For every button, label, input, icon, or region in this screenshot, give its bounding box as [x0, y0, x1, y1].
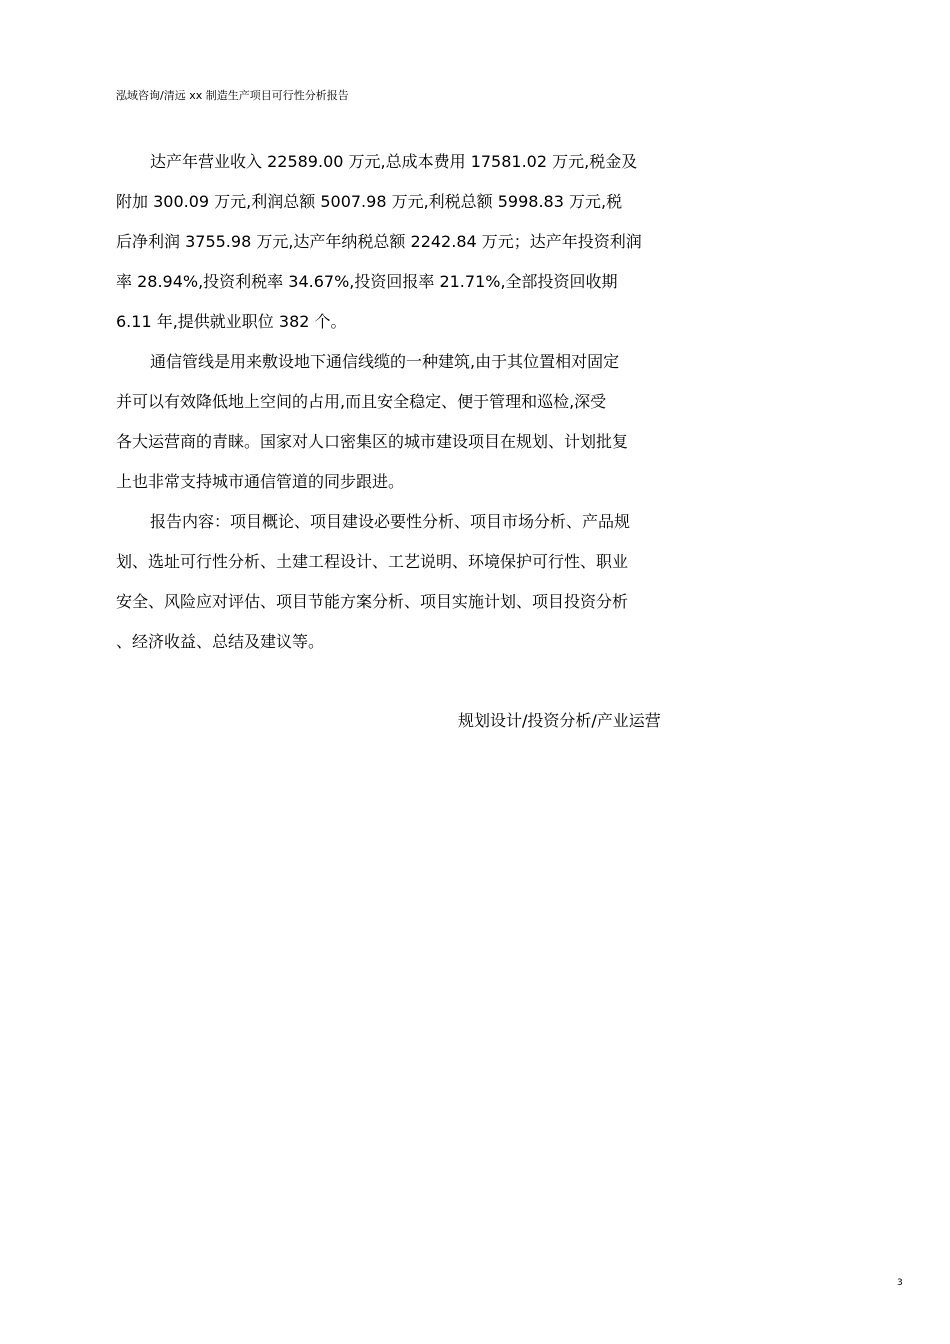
page-number: 3 — [897, 1278, 903, 1288]
text-line: 、经济收益、总结及建议等。 — [116, 632, 325, 651]
text-line: 并可以有效降低地上空间的占用,而且安全稳定、便于管理和巡检,深受 — [116, 392, 607, 411]
paragraph-financial-summary — [116, 142, 696, 342]
text-line: 6.11 年,提供就业职位 382 个。 — [116, 312, 347, 331]
document-body — [116, 142, 696, 662]
signature-line: 规划设计/投资分析/产业运营 — [458, 711, 661, 730]
text-line: 安全、风险应对评估、项目节能方案分析、项目实施计划、项目投资分析 — [116, 592, 629, 611]
text-line: 达产年营业收入 22589.00 万元,总成本费用 17581.02 万元,税金及 — [150, 152, 638, 171]
text-line: 各大运营商的青睐。国家对人口密集区的城市建设项目在规划、计划批复 — [116, 432, 629, 451]
text-line: 上也非常支持城市通信管道的同步跟进。 — [116, 472, 405, 491]
text-line: 划、选址可行性分析、土建工程设计、工艺说明、环境保护可行性、职业 — [116, 552, 629, 571]
text-line: 报告内容：项目概论、项目建设必要性分析、项目市场分析、产品规 — [150, 512, 631, 531]
paragraph-report-contents — [116, 502, 696, 662]
page-header: 泓域咨询/清远 xx 制造生产项目可行性分析报告 — [116, 89, 349, 102]
text-line: 通信管线是用来敷设地下通信线缆的一种建筑,由于其位置相对固定 — [150, 352, 620, 371]
paragraph-communication-pipeline — [116, 342, 696, 502]
text-line: 率 28.94%,投资利税率 34.67%,投资回报率 21.71%,全部投资回收期 — [116, 272, 618, 291]
text-line: 附加 300.09 万元,利润总额 5007.98 万元,利税总额 5998.83 万元,税 — [116, 192, 623, 211]
text-line: 后净利润 3755.98 万元,达产年纳税总额 2242.84 万元；达产年投资利润 — [116, 232, 642, 251]
